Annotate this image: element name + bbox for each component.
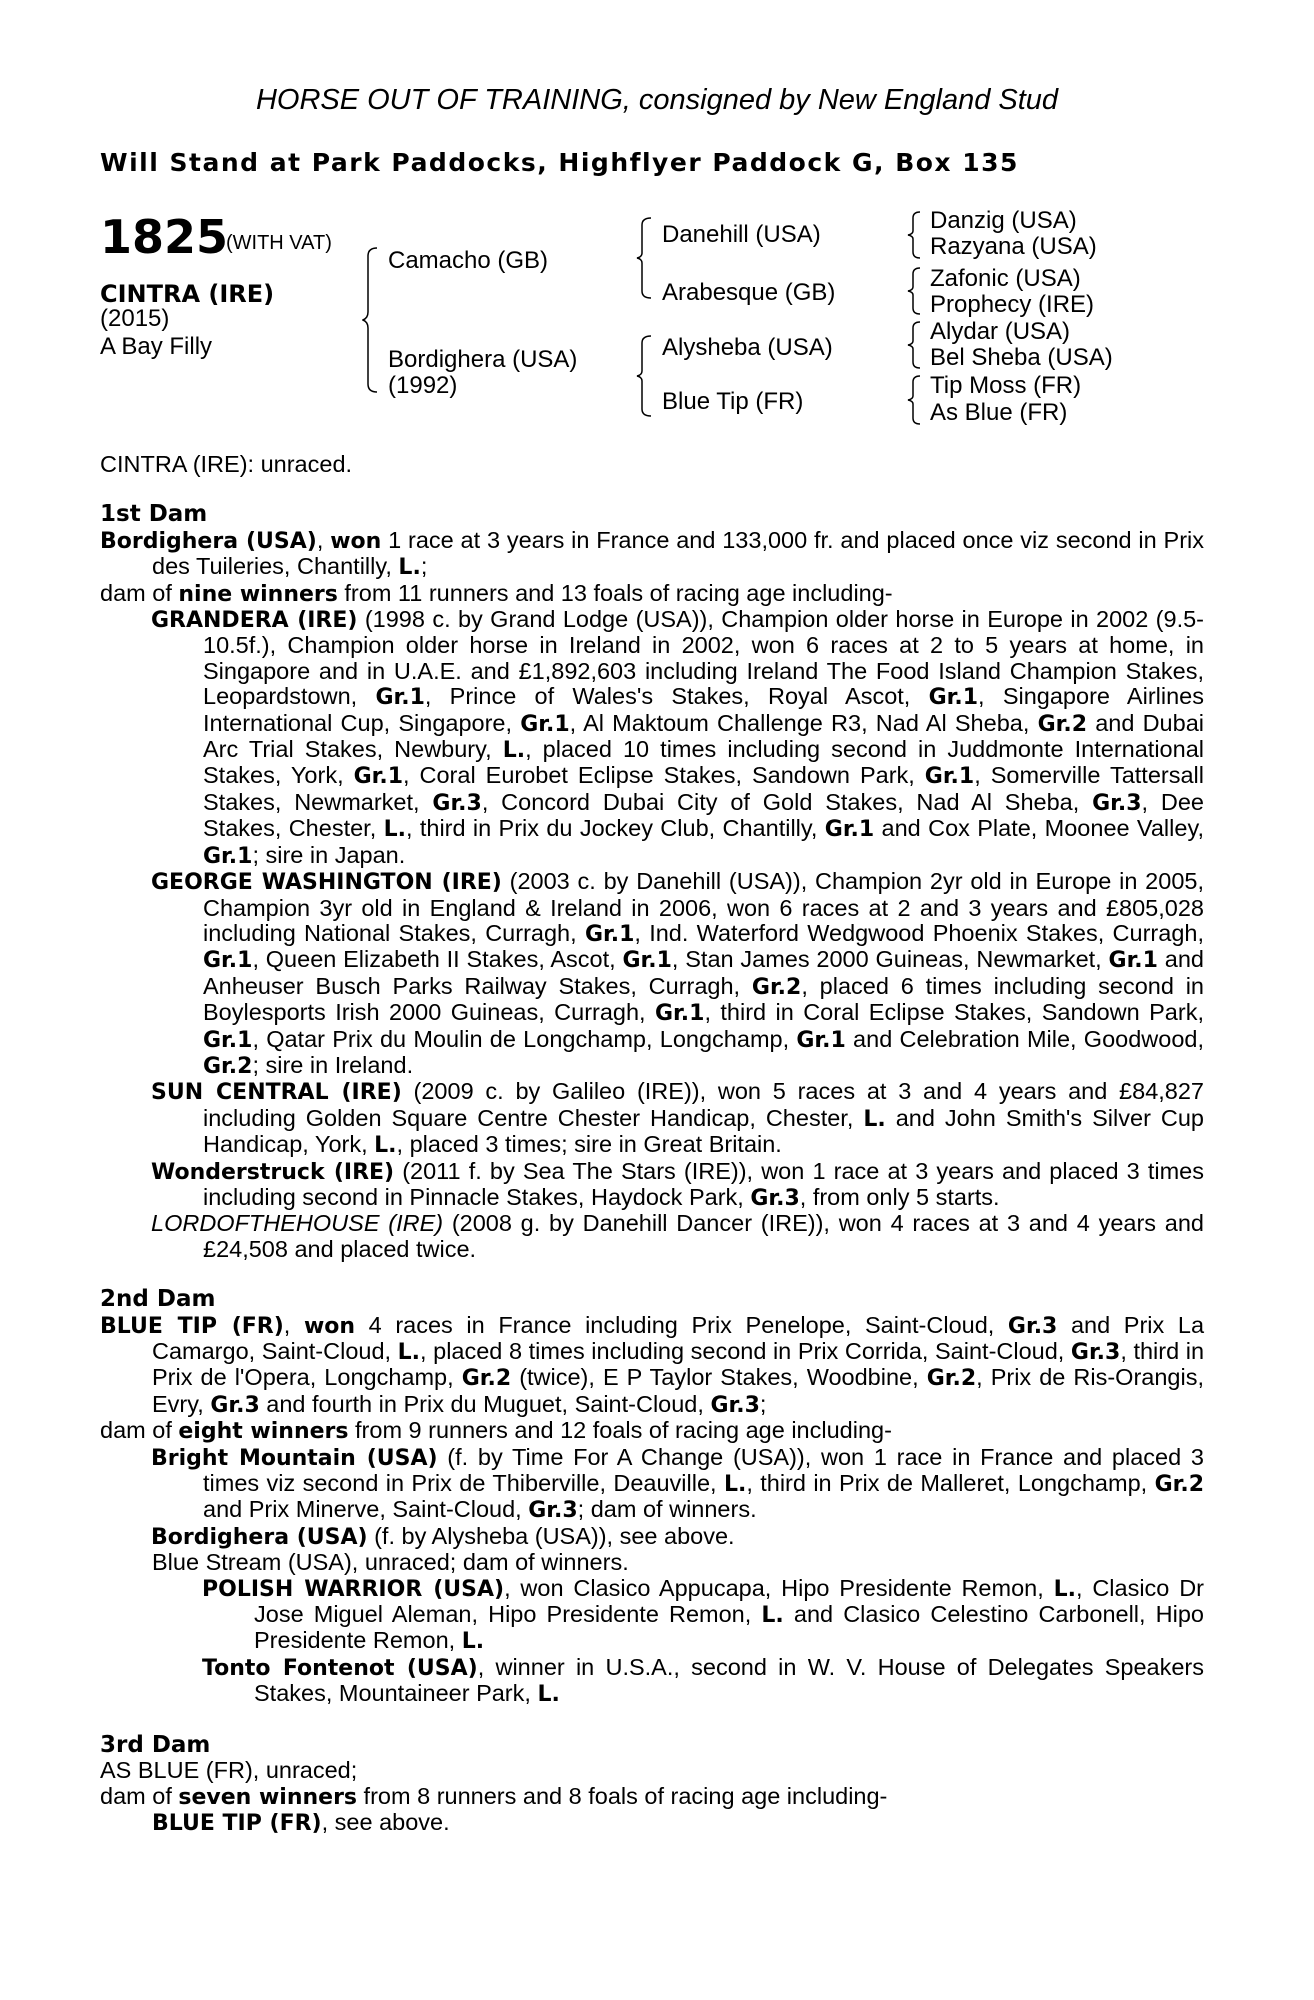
lot-vat: (WITH VAT) [226, 232, 332, 254]
horse-description: A Bay Filly [100, 333, 213, 360]
pedigree-sire: Camacho (GB) [388, 247, 549, 274]
pedigree-dds: Tip Moss (FR) [930, 372, 1082, 399]
produce-george-washington: GEORGE WASHINGTON (IRE) (2003 c. by Danehill (USA)), Champion 2yr old in Europe in 2005, Champion 3yr old in England & Ireland in 2006, won 6 races at 2 and 3 years and £805,028 including National Stakes, Curragh, Gr.1, Ind. Waterford Wedgwood Phoenix Stakes, Curragh, Gr.1, Queen Elizabeth II Stakes, Ascot, Gr.1, Stan James 2000 Guineas, Newmarket, Gr.1 and Anheuser Busch Parks Railway Stakes, Curragh, Gr.2, placed 6 times including second in Boylesports Irish 2000 Guineas, Curragh, Gr.1, third in Coral Eclipse Stakes, Sandown Park, Gr.1, Qatar Prix du Moulin de Longchamp, Longchamp, Gr.1 and Celebration Mile, Goodwood, Gr.2; sire in Ireland. [151, 868, 1205, 1079]
pedigree-sds: Zafonic (USA) [930, 265, 1081, 292]
second-dam-heading: 2nd Dam [100, 1286, 216, 1313]
first-dam-produce-summary: dam of nine winners from 11 runners and 13 foals of racing age including- [100, 579, 893, 607]
pedigree-dam-sire: Alysheba (USA) [662, 334, 833, 361]
third-dam-heading: 3rd Dam [100, 1731, 211, 1758]
pedigree-sire-sire: Danehill (USA) [662, 221, 821, 248]
pedigree-brace-3c [906, 320, 922, 370]
produce-lordofthehouse: LORDOFTHEHOUSE (IRE) (2008 g. by Danehill Dancer (IRE)), won 4 races at 3 and 4 years and £24,508 and placed twice. [151, 1210, 1204, 1262]
pedigree-dss: Alydar (USA) [930, 318, 1071, 345]
horse-year: (2015) [100, 305, 170, 332]
third-dam-produce-summary: dam of seven winners from 8 runners and 8 foals of racing age including- [100, 1782, 888, 1810]
stand-location: Will Stand at Park Paddocks, Highflyer Paddock G, Box 135 [100, 148, 1019, 177]
pedigree-brace-dam [636, 334, 654, 418]
pedigree-sire-dam: Arabesque (GB) [662, 279, 836, 306]
produce-wonderstruck: Wonderstruck (IRE) (2011 f. by Sea The Stars (IRE)), won 1 race at 3 years and placed 3 times including second in Pinnacle Stakes, Haydock Park, Gr.3, from only 5 starts. [151, 1157, 1205, 1211]
produce-blue-tip: BLUE TIP (FR), see above. [152, 1808, 450, 1836]
pedigree-brace-3b [906, 266, 922, 316]
pedigree-brace-3d [906, 374, 922, 426]
produce-blue-stream: Blue Stream (USA), unraced; dam of winners. [152, 1549, 629, 1576]
lot-number: 1825 [100, 210, 229, 264]
second-dam-produce-summary: dam of eight winners from 9 runners and 12 foals of racing age including- [100, 1417, 892, 1445]
pedigree-sdd: Prophecy (IRE) [930, 291, 1095, 318]
produce-bright-mountain: Bright Mountain (USA) (f. by Time For A Change (USA)), won 1 race in France and placed 3 times viz second in Prix de Thiberville, Deauville, L., third in Prix de Malleret, Longchamp, Gr.2 and Prix Minerve, Saint-Cloud, Gr.3; dam of winners. [151, 1443, 1204, 1524]
pedigree-dam: Bordighera (USA) [388, 346, 578, 373]
pedigree-sss: Danzig (USA) [930, 207, 1077, 234]
first-dam-entry: Bordighera (USA), won 1 race at 3 years in France and 133,000 fr. and placed once viz second in Prix des Tuileries, Chantilly, L.; [100, 526, 1204, 581]
pedigree-ddd: As Blue (FR) [930, 399, 1068, 426]
third-dam-entry: AS BLUE (FR), unraced; [100, 1757, 358, 1784]
pedigree-dam-year: (1992) [388, 372, 458, 399]
second-dam-entry: BLUE TIP (FR), won 4 races in France including Prix Penelope, Saint-Cloud, Gr.3 and Prix La Camargo, Saint-Cloud, L., placed 8 times including second in Prix Corrida, Saint-Cloud, Gr.3, third in Prix de l'Opera, Longchamp, Gr.2 (twice), E P Taylor Stakes, Woodbine, Gr.2, Prix de Ris-Orangis, Evry, Gr.3 and fourth in Prix du Muguet, Saint-Cloud, Gr.3; [100, 1311, 1205, 1418]
horse-name: CINTRA (IRE) [100, 280, 275, 308]
pedigree-ssd: Razyana (USA) [930, 233, 1097, 260]
page-title: HORSE OUT OF TRAINING, consigned by New England Stud [255, 84, 1059, 116]
first-dam-name: Bordighera (USA) [100, 528, 317, 554]
produce-polish-warrior: POLISH WARRIOR (USA), won Clasico Appucapa, Hipo Presidente Remon, L., Clasico Dr Jose Miguel Aleman, Hipo Presidente Remon, L. and Clasico Celestino Carbonell, Hipo Presidente Remon, L. [202, 1574, 1204, 1655]
pedigree-dam-dam: Blue Tip (FR) [662, 388, 804, 415]
pedigree-brace-sire [636, 216, 654, 300]
pedigree-brace-3a [906, 210, 922, 260]
catalogue-body [100, 452, 1204, 1836]
first-dam-heading: 1st Dam [100, 501, 208, 528]
race-record: CINTRA (IRE): unraced. [100, 451, 353, 477]
produce-sun-central: SUN CENTRAL (IRE) (2009 c. by Galileo (IRE)), won 5 races at 3 and 4 years and £84,827 including Golden Square Centre Chester Handicap, Chester, L. and John Smith's Silver Cup Handicap, York, L., placed 3 times; sire in Great Britain. [151, 1078, 1205, 1159]
produce-grandera: GRANDERA (IRE) (1998 c. by Grand Lodge (USA)), Champion older horse in Europe in 2002 (9.5-10.5f.), Champion older horse in Ireland in 2002, won 6 races at 2 to 5 years at home, in Singapore and in U.A.E. and £1,892,603 including Ireland The Food Island Champion Stakes, Leopardstown, Gr.1, Prince of Wales's Stakes, Royal Ascot, Gr.1, Singapore Airlines International Cup, Singapore, Gr.1, Al Maktoum Challenge R3, Nad Al Sheba, Gr.2 and Dubai Arc Trial Stakes, Newbury, L., placed 10 times including second in Juddmonte International Stakes, York, Gr.1, Coral Eurobet Eclipse Stakes, Sandown Park, Gr.1, Somerville Tattersall Stakes, Newmarket, Gr.3, Concord Dubai City of Gold Stakes, Nad Al Sheba, Gr.3, Dee Stakes, Chester, L., third in Prix du Jockey Club, Chantilly, Gr.1 and Cox Plate, Moonee Valley, Gr.1; sire in Japan. [151, 606, 1204, 869]
produce-bordighera: Bordighera (USA) (f. by Alysheba (USA)), see above. [151, 1522, 735, 1550]
pedigree-brace-gen1 [362, 246, 380, 394]
produce-tonto-fontenot: Tonto Fontenot (USA), winner in U.S.A., second in W. V. House of Delegates Speakers Stakes, Mountaineer Park, L. [202, 1653, 1204, 1708]
pedigree-dsd: Bel Sheba (USA) [930, 344, 1113, 371]
